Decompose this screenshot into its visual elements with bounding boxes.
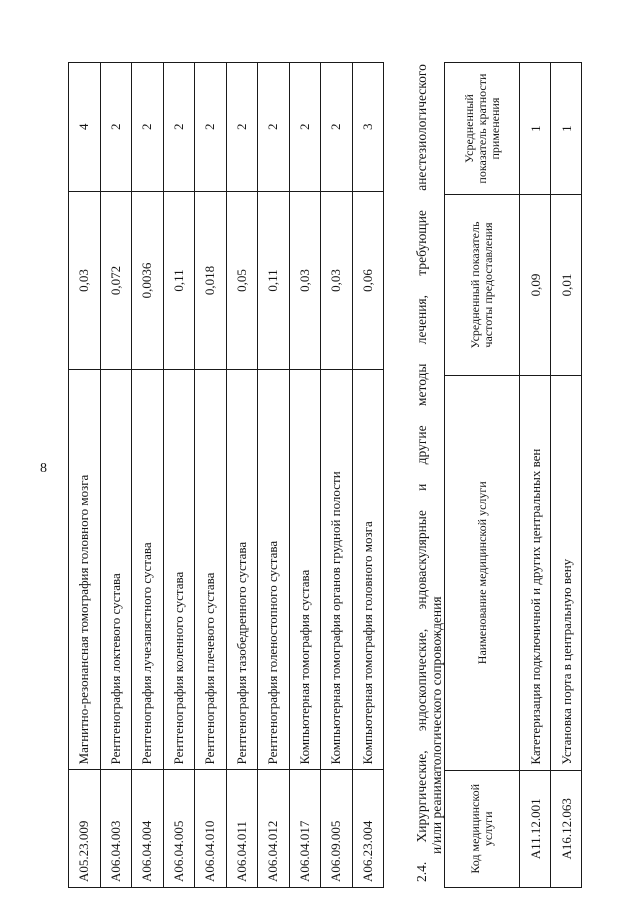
section-heading-word: и (414, 483, 429, 491)
section-2-4-heading (414, 62, 444, 888)
multiplicity-value: 2 (226, 63, 258, 192)
section-heading-word: анестезиологического (414, 64, 429, 191)
section-heading-word: другие (414, 425, 429, 465)
frequency-value: 0,018 (195, 191, 227, 370)
service-code: A11.12.001 (520, 770, 551, 887)
frequency-value: 0,06 (352, 191, 384, 370)
table-row (520, 63, 551, 888)
frequency-value: 0,11 (163, 191, 195, 370)
section-heading-word: требующие (414, 210, 429, 276)
multiplicity-value: 2 (132, 63, 164, 192)
section-heading-word: лечения, (414, 294, 429, 345)
services-table-2 (444, 62, 582, 888)
multiplicity-value: 1 (520, 63, 551, 195)
service-name: Установка порта в центральную вену (551, 375, 582, 770)
table-row (258, 63, 290, 888)
table-row (132, 63, 164, 888)
frequency-value: 0,05 (226, 191, 258, 370)
service-name: Рентгенография коленного сустава (163, 370, 195, 770)
section-heading-line-1 (414, 62, 429, 888)
table-row (69, 63, 101, 888)
header-code: Код медицинской услуги (445, 770, 520, 887)
service-name: Компьютерная томография сустава (289, 370, 321, 770)
table-header-row (445, 63, 520, 888)
frequency-value: 0,09 (520, 195, 551, 376)
multiplicity-value: 2 (321, 63, 353, 192)
service-code: A06.04.017 (289, 770, 321, 888)
table-row (100, 63, 132, 888)
multiplicity-value: 3 (352, 63, 384, 192)
section-heading-word: эндоваскулярные (414, 510, 429, 610)
frequency-value: 0,03 (321, 191, 353, 370)
multiplicity-value: 2 (258, 63, 290, 192)
service-code: A06.09.005 (321, 770, 353, 888)
frequency-value: 0,072 (100, 191, 132, 370)
service-code: A06.04.012 (258, 770, 290, 888)
table-row (321, 63, 353, 888)
service-name: Рентгенография голеностопного сустава (258, 370, 290, 770)
header-multiplicity: Усредненный показатель кратности применения (445, 63, 520, 195)
frequency-value: 0,03 (289, 191, 321, 370)
service-name: Компьютерная томография головного мозга (352, 370, 384, 770)
service-code: A06.23.004 (352, 770, 384, 888)
section-heading-word: эндоскопические, (414, 628, 429, 732)
section-heading-line-2: и/или реаниматологического сопровождения (429, 596, 444, 854)
service-name: Компьютерная томография органов грудной полости (321, 370, 353, 770)
multiplicity-value: 2 (289, 63, 321, 192)
multiplicity-value: 2 (195, 63, 227, 192)
section-heading-word: методы (414, 363, 429, 407)
services-table-1-body (69, 63, 384, 888)
page-number: 8 (40, 461, 47, 476)
services-table-2-body (520, 63, 582, 888)
header-frequency: Усредненный показатель частоты предоставления (445, 195, 520, 376)
service-code: A06.04.005 (163, 770, 195, 888)
service-code: A05.23.009 (69, 770, 101, 888)
service-name: Катетеризация подключичной и других центральных вен (520, 375, 551, 770)
service-name: Магнитно-резонансная томография головного мозга (69, 370, 101, 770)
rotated-page-content (68, 62, 574, 888)
table-row (195, 63, 227, 888)
service-code: A06.04.010 (195, 770, 227, 888)
header-name: Наименование медицинской услуги (445, 375, 520, 770)
section-number: 2.4. (414, 861, 429, 882)
service-name: Рентгенография локтевого сустава (100, 370, 132, 770)
multiplicity-value: 4 (69, 63, 101, 192)
service-name: Рентгенография лучезапястного сустава (132, 370, 164, 770)
table-row (226, 63, 258, 888)
frequency-value: 0,03 (69, 191, 101, 370)
service-code: A06.04.011 (226, 770, 258, 888)
frequency-value: 0,01 (551, 195, 582, 376)
frequency-value: 0,11 (258, 191, 290, 370)
table-row (163, 63, 195, 888)
service-code: A06.04.003 (100, 770, 132, 888)
service-code: A06.04.004 (132, 770, 164, 888)
section-heading-word: Хирургические, (414, 750, 429, 843)
multiplicity-value: 2 (100, 63, 132, 192)
frequency-value: 0,0036 (132, 191, 164, 370)
table-row (352, 63, 384, 888)
service-name: Рентгенография плечевого сустава (195, 370, 227, 770)
multiplicity-value: 1 (551, 63, 582, 195)
services-table-1 (68, 62, 384, 888)
table-row (551, 63, 582, 888)
service-code: A16.12.063 (551, 770, 582, 887)
table-row (289, 63, 321, 888)
service-name: Рентгенография тазобедренного сустава (226, 370, 258, 770)
multiplicity-value: 2 (163, 63, 195, 192)
